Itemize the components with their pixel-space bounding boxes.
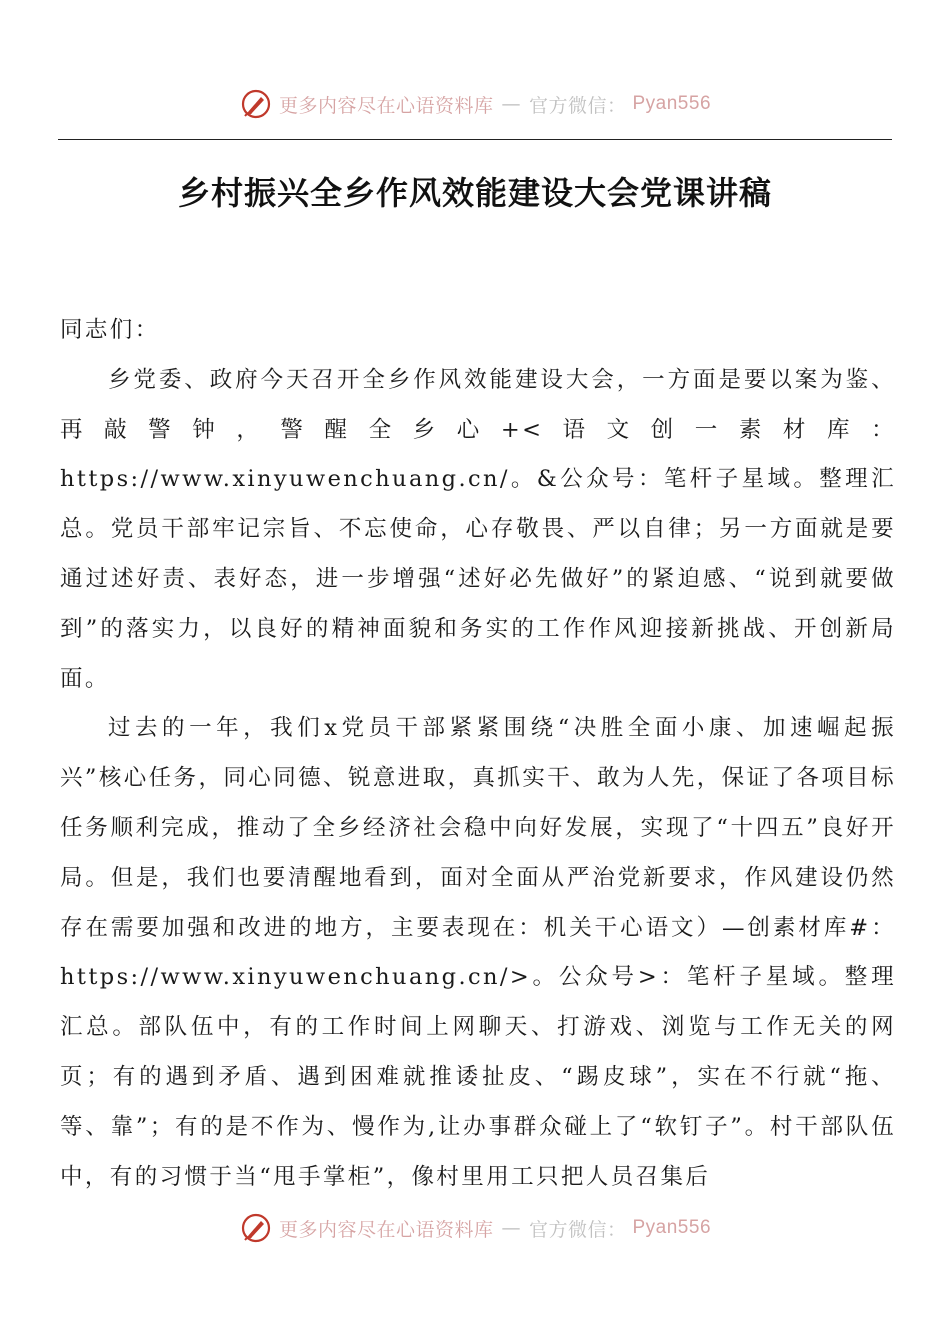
banner-wechat-id: Pyan556 (632, 1217, 712, 1238)
banner-wechat-id: Pyan556 (632, 93, 712, 114)
paragraph-2: 过去的一年，我们x党员干部紧紧围绕“决胜全面小康、加速崛起振兴”核心任务，同心同德、锐意进取，真抓实干、敢为人先，保证了各项目标任务顺利完成，推动了全乡经济社会稳中向好发展，实现了“十四五”良好开局。但是，我们也要清醒地看到，面对全面从严治党新要求，作风建设仍然存在需要加强和改进的地方，主要表现在：机关干心语文）—创素材库#：https://www.xinyuwenchuang.cn/>。公众号>：笔杆子星域。整理汇总。部队伍中，有的工作时间上网聊天、打游戏、浏览与工作无关的网页；有的遇到矛盾、遇到困难就推诿扯皮、“踢皮球”，实在不行就“拖、等、靠”；有的是不作为、慢作为,让办事群众碰上了“软钉子”。村干部队伍中，有的习惯于当“甩手掌柜”，像村里用工只把人员召集后 (60, 715, 896, 1190)
banner-dash: — (501, 93, 521, 115)
banner-sub-text: 官方微信： (528, 94, 627, 117)
salutation: 同志们： (60, 317, 160, 343)
header-rule (58, 139, 892, 140)
pen-logo-icon (239, 87, 273, 121)
banner-sub-text: 官方微信： (528, 1218, 627, 1241)
banner-main-text: 更多内容尽在心语资料库 (278, 94, 494, 117)
document-body (60, 306, 896, 1202)
document-title: 乡村振兴全乡作风效能建设大会党课讲稿 (177, 174, 772, 212)
header-banner (0, 84, 950, 124)
paragraph-1: 乡党委、政府今天召开全乡作风效能建设大会，一方面是要以案为鉴、再敲警钟，警醒全乡心+<语文创一素材库：https://www.xinyuwenchuang.cn/。&公众号：笔杆子星域。整理汇总。党员干部牢记宗旨、不忘使命，心存敬畏、严以自律；另一方面就是要通过述好责、表好态，进一步增强“述好必先做好”的紧迫感、“说到就要做到”的落实力，以良好的精神面貌和务实的工作作风迎接新挑战、开创新局面。 (60, 366, 896, 692)
footer-banner (0, 1208, 950, 1248)
banner-dash: — (501, 1217, 521, 1239)
pen-logo-icon (239, 1211, 273, 1245)
banner-main-text: 更多内容尽在心语资料库 (278, 1218, 494, 1241)
